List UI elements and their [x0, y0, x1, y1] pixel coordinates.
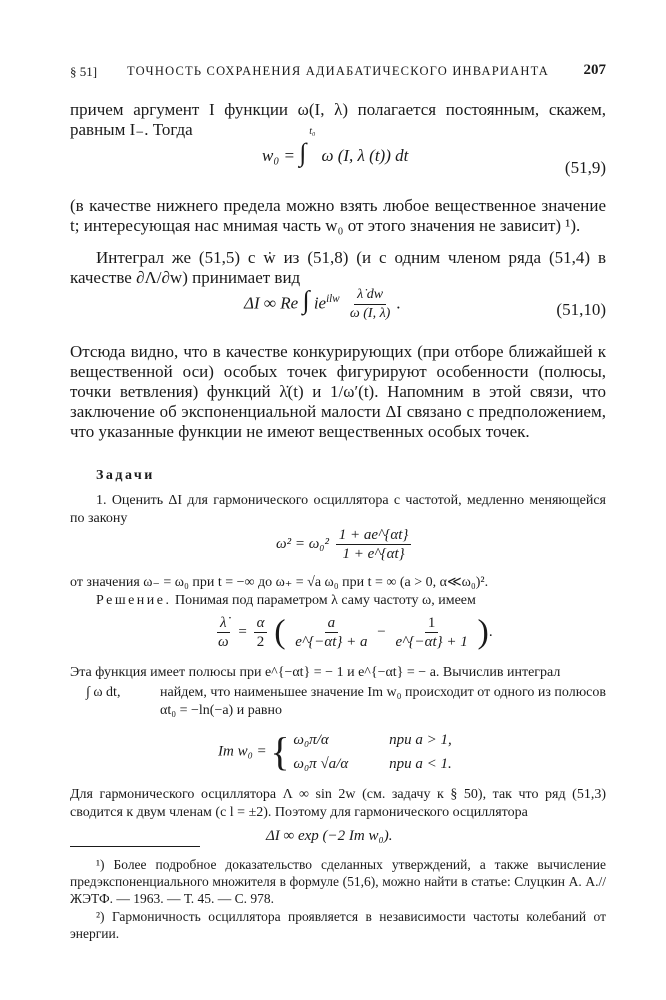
running-header	[70, 62, 606, 82]
law-denominator: 1 + e^{αt}	[342, 546, 405, 562]
im-w0-cases	[218, 728, 452, 776]
problem-1-text: 1. Оценить ΔI для гармонического осциллятора с частотой, медленно меняющейся по закону	[70, 493, 606, 526]
sol-lhs-den: ω	[218, 634, 229, 650]
footnote-1: ¹) Более подробное доказательство сделанных утверждений, а также вычисление предэкспоненциального множителя в формуле (51,6), можно найти в статье: Слуцкин А. А.//ЖЭТФ. — 1963. — Т. 45. — С. 978.	[70, 857, 606, 906]
eq-51-10-suffix: .	[396, 293, 401, 313]
eq-51-10-fraction	[347, 286, 393, 323]
paragraph-2: (в качестве нижнего предела можно взять любое вещественное значение t; интересующая нас мнимая часть w₀ от этого значения не зависит) ¹).	[70, 196, 606, 235]
case-1-expr: ω₀π/α	[293, 732, 329, 748]
law-lhs: ω² = ω₀²	[276, 535, 330, 552]
paragraph-1: причем аргумент I функции ω(I, λ) полагается постоянным, скажем, равным I₋. Тогда	[70, 100, 606, 139]
eq-51-9-body: ω (I, λ (t)) dt	[321, 146, 409, 165]
solution-equation	[212, 614, 493, 651]
term-2-den: e^{−αt} + 1	[395, 634, 468, 650]
equation-number-51-10: (51,10)	[556, 300, 606, 319]
fraction-denominator: ω (I, λ)	[349, 306, 391, 321]
eq-51-10-lhs: ΔI ∞ Re	[244, 293, 299, 313]
sol-minus: −	[377, 623, 386, 640]
final-equation: ΔI ∞ exp (−2 Im w₀).	[266, 828, 393, 844]
law-numerator: 1 + ae^{αt}	[336, 526, 412, 545]
eq-51-10-prefix: ie	[313, 293, 327, 313]
solution-label: Решение.	[96, 593, 172, 608]
harmonic-text: Для гармонического осциллятора Λ ∞ sin 2w (см. задачу к § 50), так что ряд (51,3) сводится к двум членам (с l = ±2). Поэтому для гармонического осциллятора	[70, 787, 606, 820]
fraction-numerator: λ̇ dw	[354, 286, 386, 305]
footnote-2: ²) Гармоничность осциллятора проявляется в независимости частоты колебаний от энергии.	[70, 909, 606, 941]
case-2-cond: при a < 1.	[389, 756, 452, 772]
right-paren: )	[477, 613, 489, 651]
left-paren: (	[274, 613, 286, 651]
poles-integral: ∫ ω dt,	[86, 685, 121, 700]
range-text: от значения ω₋ = ω₀ при t = −∞ до ω₊ = √a ω₀ при t = ∞ (a > 0, α≪ω₀)².	[70, 575, 489, 590]
sol-suffix: .	[488, 623, 493, 640]
poles-text-1: Эта функция имеет полюсы при e^{−αt} = − 1 и e^{−αt} = − a. Вычислив интеграл	[70, 665, 561, 680]
integral-sign: ∫	[302, 285, 310, 315]
im-lhs: Im w₀ =	[218, 743, 267, 760]
equation-51-10	[244, 286, 401, 323]
cases-brace: {	[270, 729, 290, 774]
sol-lhs-num: λ̇	[217, 614, 230, 633]
page-number: 207	[583, 62, 606, 78]
equation-51-9	[262, 126, 409, 167]
term-1-den: e^{−αt} + a	[295, 634, 368, 650]
eq-51-10-exponent: ilw	[326, 292, 340, 305]
alpha-over-two	[254, 614, 268, 651]
lambda-over-omega	[215, 614, 232, 651]
running-title: ТОЧНОСТЬ СОХРАНЕНИЯ АДИАБАТИЧЕСКОГО ИНВАРИАНТА	[126, 64, 550, 78]
problems-heading: Задачи	[96, 468, 155, 483]
section-marker: § 51]	[70, 64, 98, 79]
solution-line	[70, 592, 606, 610]
sol-equals: =	[238, 623, 247, 640]
term-1	[292, 614, 370, 651]
poles-text-2: найдем, что наименьшее значение Im w₀ происходит от одного из полюсов αt₀ = −ln(−a) и равно	[160, 685, 606, 718]
sol-coef-num: α	[254, 614, 268, 633]
case-2-expr: ω₀π √a/α	[293, 756, 349, 772]
integral-sign: ∫	[299, 138, 307, 167]
paragraph-3: Интеграл же (51,5) с ẇ из (51,8) (и с одним членом ряда (51,4) в качестве ∂Λ/∂w) принимает вид	[70, 248, 606, 287]
paragraph-4: Отсюда видно, что в качестве конкурирующих (при отборе ближайшей к вещественной оси) особых точек фигурируют особенности (полюсы, точки ветвления) функций λ̇(t) и 1/ω′(t). Напомним в этой связи, что заключение об экспоненциальной малости ΔI связано с предположением, что указанные функции не имеют вещественных особых точек.	[70, 342, 606, 441]
law-fraction	[336, 526, 412, 563]
upper-limit: t₀	[309, 126, 316, 137]
footnote-divider	[70, 846, 200, 847]
term-1-num: a	[325, 614, 339, 633]
equation-number-51-9: (51,9)	[564, 158, 606, 177]
term-2	[393, 614, 471, 651]
eq-51-9-lhs: w₀ =	[262, 146, 295, 165]
solution-text: Понимая под параметром λ саму частоту ω, имеем	[175, 593, 476, 608]
case-1-cond: при a > 1,	[389, 732, 452, 748]
term-2-num: 1	[425, 614, 439, 633]
sol-coef-den: 2	[256, 634, 265, 650]
frequency-law	[276, 526, 414, 563]
